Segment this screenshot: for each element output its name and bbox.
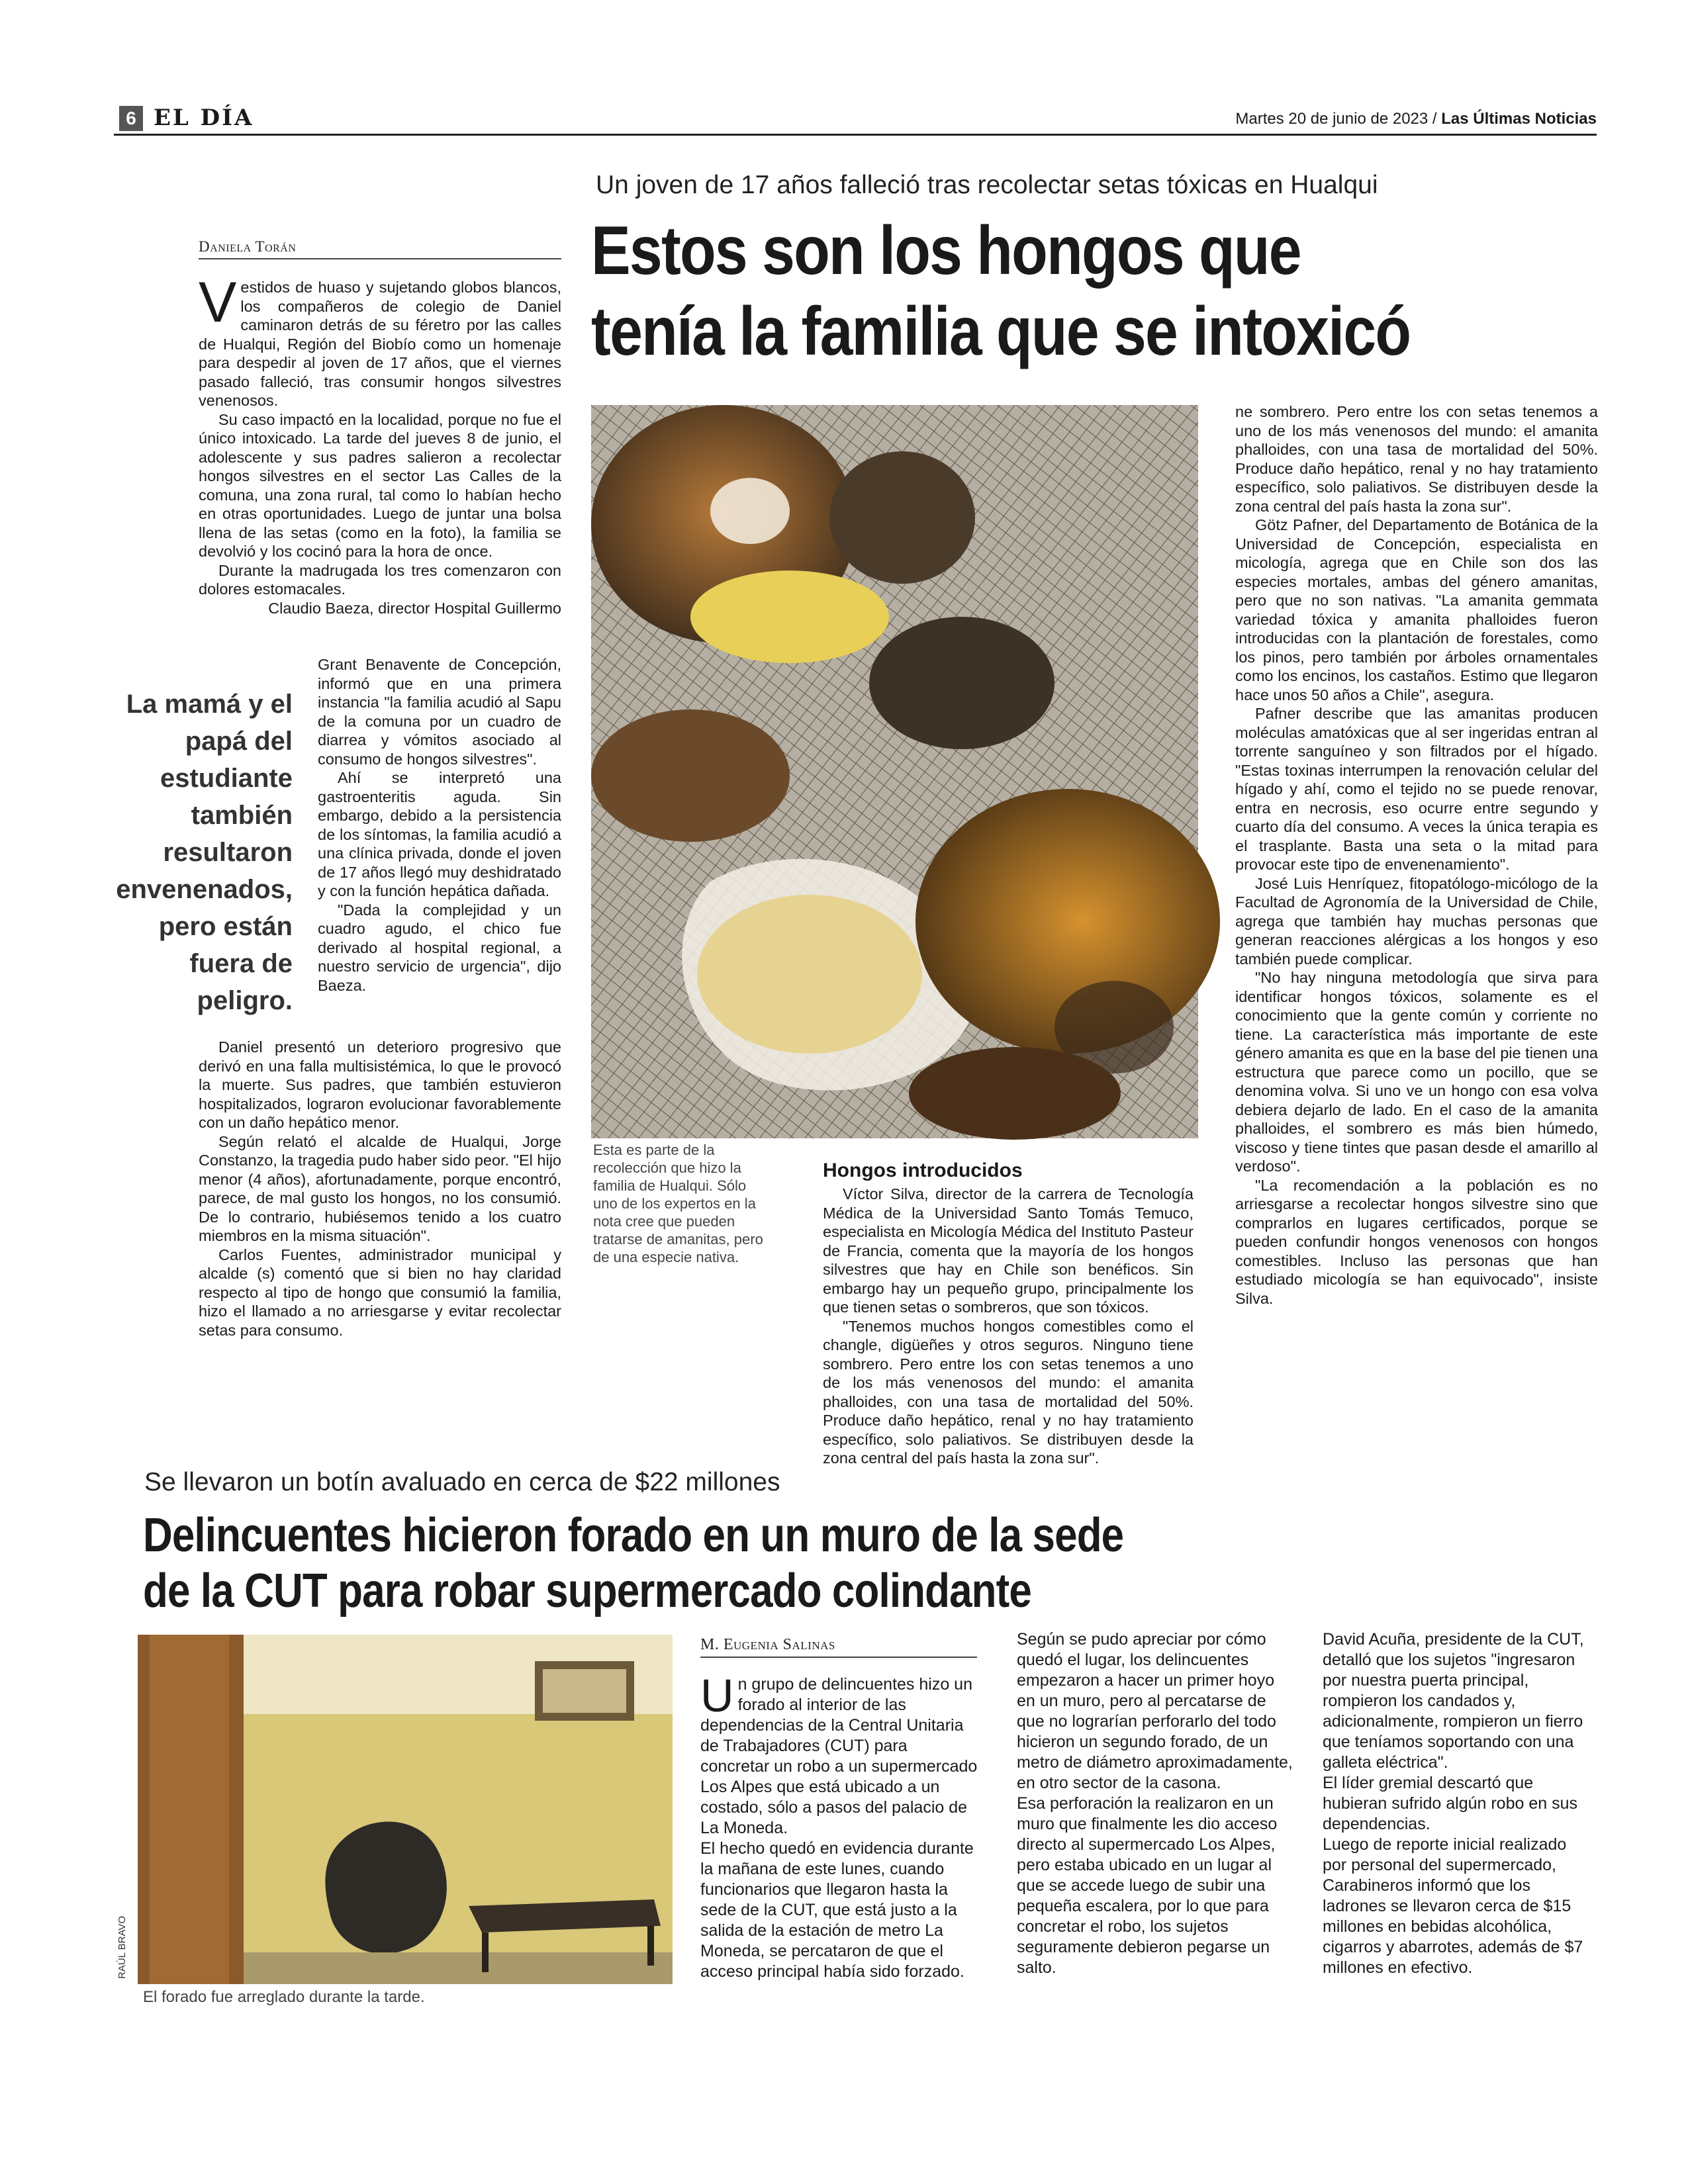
story1-col2-p1: Víctor Silva, director de la carrera de Tecnología Médica de la Universidad Santo Tomás Temuco, especialista en Micología Médica del Instituto Pasteur de Francia, comenta que la mayoría de los hongos silvestres que hay en Chile son benéficos. Sin embargo hay un pequeño grupo, principalmente los que tienen setas o sombreros, que son tóxicos. [823,1185,1194,1316]
story2-col3-p2: El líder gremial descartó que hubieran sufrido algún robo en sus dependencias. [1323,1774,1577,1833]
story2-headline [143,1508,1168,1619]
story1-col1-p4-lead: Claudio Baeza, director Hospital Guillermo [268,599,561,617]
story1-subhead: Hongos introducidos [823,1160,1023,1181]
story2-col3 [1323,1629,1594,1978]
header-rule [114,134,1597,136]
story2-kicker: Se llevaron un botín avaluado en cerca de $22 millones [144,1468,780,1496]
page-number: 6 [119,106,143,131]
story1-col1-p6: "Dada la complejidad y un cuadro agudo, el chico fue derivado al hospital regional, a nuestro servicio de urgencia", dijo Baeza. [318,901,561,994]
mushroom-photo [591,405,1198,1138]
cut-photo-illustration [138,1635,673,1984]
story2-col2-p1: Según se pudo apreciar por cómo quedó el lugar, los delincuentes empezaron a hacer un primer hoyo en un muro, pero al percatarse de que no lograrían perforarlo del todo hicieron un segundo forado, de un metro de diámetro aproximadamente, en otro sector de la casona. [1017,1630,1293,1792]
story1-col3-p3: Pafner describe que las amanitas producen moléculas amatóxicas que al ser ingeridas entran al torrente sanguíneo y son filtrados por el hígado. "Estas toxinas interrumpen la renovación celular del hígado y ahí, como el tejido no se puede renovar, entra en necrosis, eso ocurre entre segundo y cuarto día del consumo. A veces la única terapia es el trasplante. Basta una seta o la mitad para provocar este tipo de envenenamiento". [1235,705,1598,873]
story1-col1-p8: Según relató el alcalde de Hualqui, Jorge Constanzo, la tragedia pudo haber sido peor. "El hijo menor (4 años), afortunadamente, porque encontró, parece, de mal gusto los hongos, no los consumió. De lo contrario, hubiésemos tenido a los cuatro miembros en la misma situación". [199,1132,561,1244]
story2-dropcap: U [700,1670,734,1721]
page-header [114,105,1597,134]
story1-col3-p5: "No hay ninguna metodología que sirva para identificar hongos tóxicos, solamente es el conocimiento que la gente común y corriente no tiene. La característica más importante de este género amanita es que en la base del pie tienen una estructura que parece como un pocillo, que se denomina volva. Si uno ve un hongo con esa volva debiera dejarlo de lado. En el caso de la amanita phalloides, el sombrero es más bien húmedo, viscoso y tiene tintes que pasan desde el amarillo al verdoso". [1235,969,1598,1175]
story1-col1-p9: Carlos Fuentes, administrador municipal y alcalde (s) comentó que si bien no hay claridad respecto al tipo de hongo que consumió la familia, hizo el llamado a no arriesgarse y evitar recolectar setas para consumo. [199,1246,561,1339]
header-separator: / [1432,110,1437,128]
story1-col3 [1235,402,1598,1308]
story1-col1-bottom [199,1038,561,1340]
story1-col1-p2: Su caso impactó en la localidad, porque no fue el único intoxicado. La tarde del jueves 8 de junio, el adolescente y sus padres salieron a recolectar hongos silvestres en el sector Las Calles de la comuna, una zona rural, tal como lo habían hecho en otras oportunidades. Luego de juntar una bolsa llena de las setas (como en la foto), la familia se devolvió y los cocinó para la hora de once. [199,410,561,560]
story1-col1-p5: Ahí se interpretó una gastroenteritis aguda. Sin embargo, debido a la persistencia de los síntomas, la familia acudió a una clínica privada, donde el joven de 17 años llegó muy deshidratado y con la función hepática dañada. [318,769,561,899]
story1-col1-indented [318,655,561,995]
story1-col1-top [199,271,561,617]
story2-headline-line1: Delincuentes hicieron forado en un muro de la sede [143,1509,1124,1562]
story2-headline-line2: de la CUT para robar supermercado colindante [143,1565,1031,1617]
story1-col1-p3: Durante la madrugada los tres comenzaron con dolores estomacales. [199,561,561,598]
story1-byline: Daniela Torán [199,238,561,259]
story1-col3-p2: Götz Pafner, del Departamento de Botánica de la Universidad de Concepción, especialista en micología, agrega que en Chile son dos las especies mortales, ambas del género amanitas, pero que no son nativas. "La amanita gemmata variedad tóxica y amanita phalloides fueron introducidas con la plantación de forestales, como los pinos, pero también por árboles ornamentales como los encinos, los castaños. Estimo que llegaron hace unos 50 años a Chile", asegura. [1235,516,1598,704]
story1-col1-p1: estidos de huaso y sujetando globos blancos, los compañeros de colegio de Daniel caminaron detrás de su féretro por las calles de Hualqui, Región del Biobío como un homenaje para despedir al joven de 17 años, que el viernes pasado falleció, tras consumir hongos silvestres venenosos. [199,279,561,409]
story1-headline [591,210,1468,372]
story1-col1-p7: Daniel presentó un deterioro progresivo que derivó en una falla multisistémica, lo que le provocó la muerte. Sus padres, que también estuvieron hospitalizados, lograron evolucionar favorablemente con un daño hepático menor. [199,1038,561,1131]
section-name: EL DÍA [154,105,254,131]
header-paper: Las Últimas Noticias [1441,110,1597,128]
mushroom-photo-illustration [591,405,1198,1138]
header-date: Martes 20 de junio de 2023 [1235,110,1429,128]
story1-col1-p4: Grant Benavente de Concepción, informó que en una primera instancia "la familia acudió al Sapu de la comuna por un cuadro de diarrea y vómitos asociado al consumo de hongos silvestres". [318,656,561,768]
story2-byline: M. Eugenia Salinas [700,1636,977,1658]
story2-col3-p1: David Acuña, presidente de la CUT, detalló que los sujetos "ingresaron por nuestra puerta principal, rompieron los candados y, adicionalmente, rompieron un fierro que teníamos soportando con una galleta eléctrica". [1323,1630,1584,1772]
story1-headline-line2: tenía la familia que se intoxicó [591,293,1411,370]
story1-col3-p4: José Luis Henríquez, fitopatólogo-micólogo de la Facultad de Agronomía de la Universidad de Chile, agrega que también hay muchas personas que generan reacciones alérgicas a los hongos y eso también puede complicar. [1235,874,1598,968]
cut-photo [138,1635,673,1984]
story2-col2-p2: Esa perforación la realizaron en un muro que finalmente les dio acceso directo al supermercado Los Alpes, pero estaba ubicado en un lugar al que se accede luego de subir una pequeña escalera, por lo que para concretar el robo, los sujetos seguramente debieron pegarse un salto. [1017,1794,1278,1977]
story2-col1 [700,1670,978,1982]
story1-col3-p6: "La recomendación a la población es no arriesgarse a recolectar hongos silvestre sino que comprarlos en lugares certificados, porque se pueden confundir hongos venenosos con hongos comestibles. Incluso las personas que han estudiado micología se han equivocado", insiste Silva. [1235,1176,1598,1307]
story1-col2-p2: "Tenemos muchos hongos comestibles como el changle, digüeñes y otros seguros. Ninguno tiene sombrero. Pero entre los con setas tenemos a uno de los más venenosos del mundo: el amanita phalloides, con una tasa de mortalidad del 50%. Produce daño hepático, renal y no hay tratamiento específico, solo paliativos. Se distribuyen desde la zona central del país hasta la zona sur". [823,1317,1194,1467]
story1-col2 [823,1185,1194,1467]
cut-photo-credit: RAÚL BRAVO [117,1915,128,1979]
story2-col1-p1: n grupo de delincuentes hizo un forado al interior de las dependencias de la Central Unitaria de Trabajadores (CUT) para concretar un robo a un supermercado Los Alpes que está ubicado a un costado, sólo a pasos del palacio de La Moneda. [700,1675,978,1837]
story1-dropcap: V [199,271,237,334]
story2-col3-p3: Luego de reporte inicial realizado por personal del supermercado, Carabineros informó que los ladrones se llevaron cerca de $15 millones en bebidas alcohólica, cigarros y abarrotes, además de $7 millones en efectivo. [1323,1835,1583,1977]
cut-photo-caption: El forado fue arreglado durante la tarde. [143,1988,425,2006]
story1-kicker: Un joven de 17 años falleció tras recolectar setas tóxicas en Hualqui [596,171,1378,199]
header-dateline [1235,110,1597,128]
story1-headline-line1: Estos son los hongos que [591,212,1301,289]
story2-col2 [1017,1629,1293,1978]
story2-col1-p2: El hecho quedó en evidencia durante la mañana de este lunes, cuando funcionarios que llegaron hasta la sede de la CUT, que está justo a la salida de la estación de metro La Moneda, se percataron de que el acceso principal había sido forzado. [700,1839,974,1981]
story1-pullquote: La mamá y el papá del estudiante también resultaron envenenados, pero están fuera de peligro. [116,690,293,1015]
story1-col3-p1: ne sombrero. Pero entre los con setas tenemos a uno de los más venenosos del mundo: el amanita phalloides, con una tasa de mortalidad del 50%. Produce daño hepático, renal y no hay tratamiento específico, solo paliativos. Se distribuyen desde la zona central del país hasta la zona sur". [1235,403,1598,515]
mushroom-photo-caption: Esta es parte de la recolección que hizo la familia de Hualqui. Sólo uno de los expertos en la nota cree que pueden tratarse de amanitas, pero de una especie nativa. [593,1142,763,1265]
